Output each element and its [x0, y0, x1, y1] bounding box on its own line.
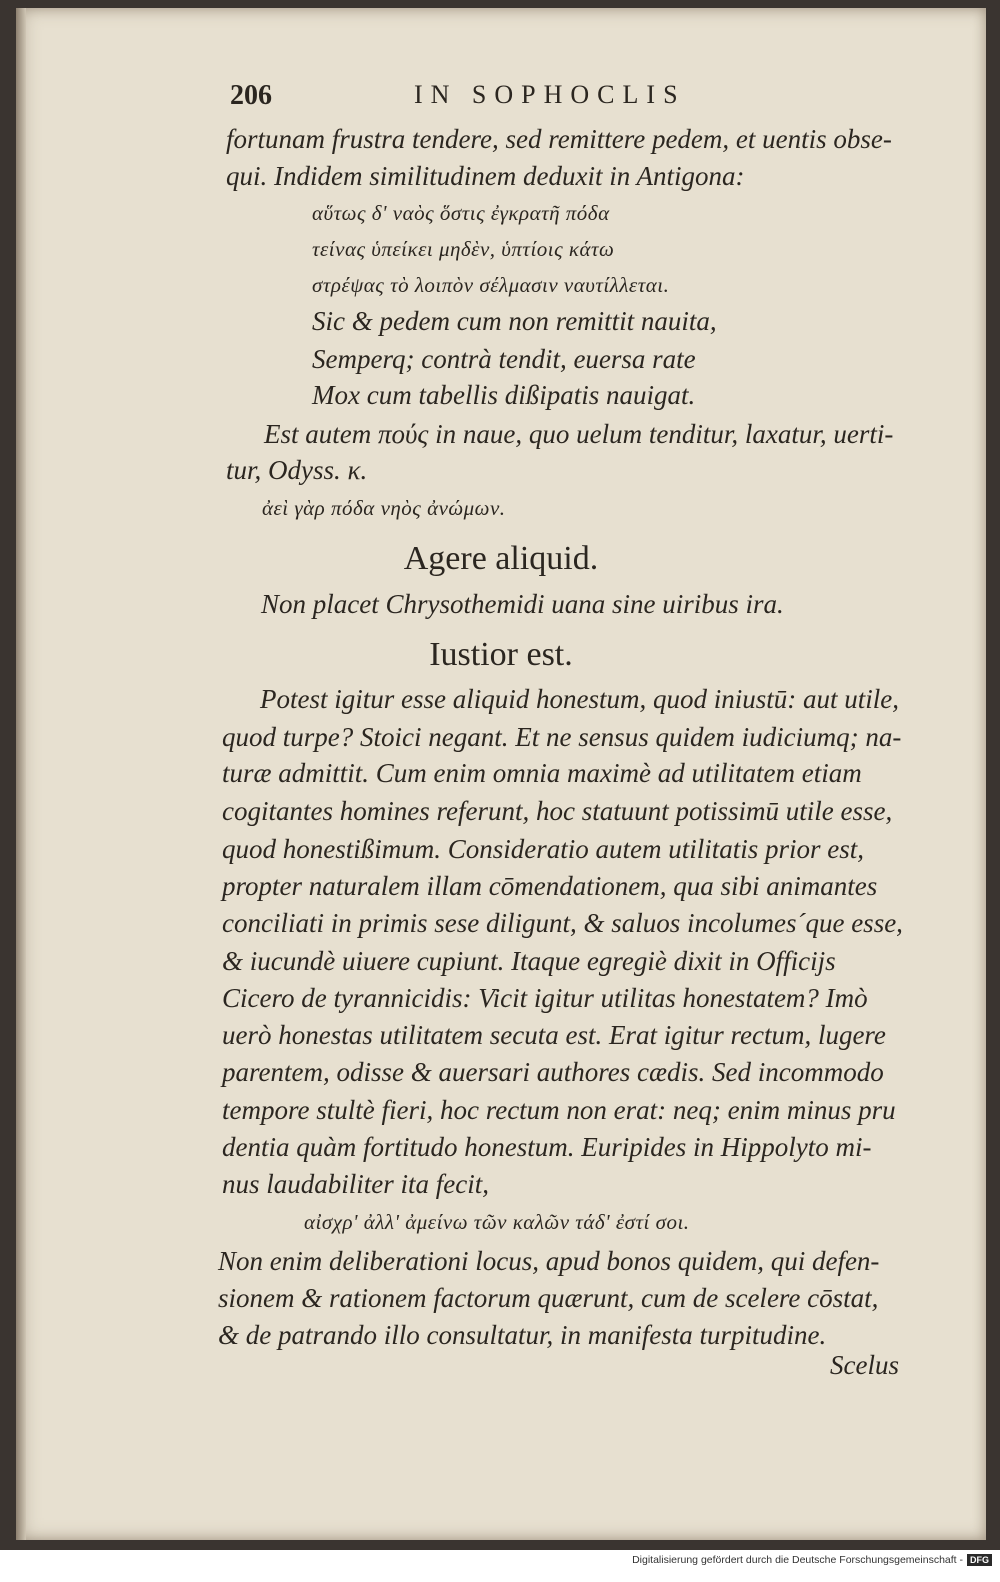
text-line: quod turpe? Stoici negant. Et ne sensus quidem iudiciumq; na- [222, 722, 902, 752]
footer-text: Digitalisierung gefördert durch die Deutsche Forschungsgemeinschaft - [632, 1554, 963, 1566]
text-line: Cicero de tyrannicidis: Vicit igitur utilitas honestatem? Imò [222, 983, 868, 1013]
greek-verse-line: αὕτως δ' ναὸς ὅστις ἐγκρατῆ πόδα [312, 201, 610, 225]
text-line: fortunam frustra tendere, sed remittere pedem, et uentis obse- [226, 124, 892, 154]
text-line: Potest igitur esse aliquid honestum, quod iniustū: aut utile, [260, 684, 899, 714]
text-line: Non placet Chrysothemidi uana sine uiribus ira. [261, 589, 784, 619]
digitization-footer [632, 1554, 992, 1566]
section-heading: Agere aliquid. [403, 540, 599, 577]
greek-verse-line: ἀεὶ γὰρ πόδα νηὸς ἀνώμων. [262, 496, 506, 520]
text-line: quod honestißimum. Consideratio autem utilitatis prior est, [222, 834, 865, 864]
greek-verse-line: τείνας ὑπείκει μηδὲν, ὑπτίοις κάτω [312, 237, 615, 261]
text-line: Est autem πούς in naue, quo uelum tenditur, laxatur, uerti- [264, 419, 894, 449]
page-number: 206 [230, 80, 272, 111]
catchword: Scelus [830, 1350, 899, 1380]
dfg-logo: DFG [967, 1554, 992, 1566]
text-line: & iucundè uiuere cupiunt. Itaque egregiè dixit in Officijs [222, 946, 836, 976]
section-heading: Iustior est. [429, 636, 573, 673]
latin-verse-line: Semperq; contrà tendit, euersa rate [312, 344, 696, 374]
latin-verse-line: Sic & pedem cum non remittit nauita, [312, 306, 717, 336]
text-line: cogitantes homines referunt, hoc statuunt potissimū utile esse, [222, 796, 893, 826]
text-line: uerò honestas utilitatem secuta est. Erat igitur rectum, lugere [222, 1020, 886, 1050]
text-line: tur, Odyss. κ. [226, 455, 368, 485]
text-line: qui. Indidem similitudinem deduxit in Antigona: [226, 161, 745, 191]
text-line: turæ admittit. Cum enim omnia maximè ad utilitatem etiam [222, 758, 862, 788]
text-line: parentem, odisse & auersari authores cædis. Sed incommodo [222, 1057, 884, 1087]
running-head: IN SOPHOCLIS [414, 80, 686, 109]
text-line: propter naturalem illam cōmendationem, qua sibi animantes [222, 871, 878, 901]
text-line: conciliati in primis sese diligunt, & saluos incolumes´que esse, [222, 908, 903, 938]
text-line: & de patrando illo consultatur, in manifesta turpitudine. [218, 1320, 827, 1350]
text-line: Non enim deliberationi locus, apud bonos quidem, qui defen- [218, 1246, 880, 1276]
text-line: sionem & rationem factorum quærunt, cum de scelere cōstat, [218, 1283, 879, 1313]
text-line: nus laudabiliter ita fecit, [222, 1169, 489, 1199]
book-page [16, 8, 986, 1540]
greek-verse-line: αἰσχρ' ἀλλ' ἀμείνω τῶν καλῶν τάδ' ἐστί σοι. [304, 1210, 690, 1234]
page-gutter [16, 8, 26, 1540]
text-line: dentia quàm fortitudo honestum. Euripides in Hippolyto mi- [222, 1132, 872, 1162]
greek-verse-line: στρέψας τὸ λοιπὸν σέλμασιν ναυτίλλεται. [312, 273, 670, 297]
text-line: tempore stultè fieri, hoc rectum non erat: neq; enim minus pru [222, 1095, 896, 1125]
latin-verse-line: Mox cum tabellis dißipatis nauigat. [312, 380, 696, 410]
